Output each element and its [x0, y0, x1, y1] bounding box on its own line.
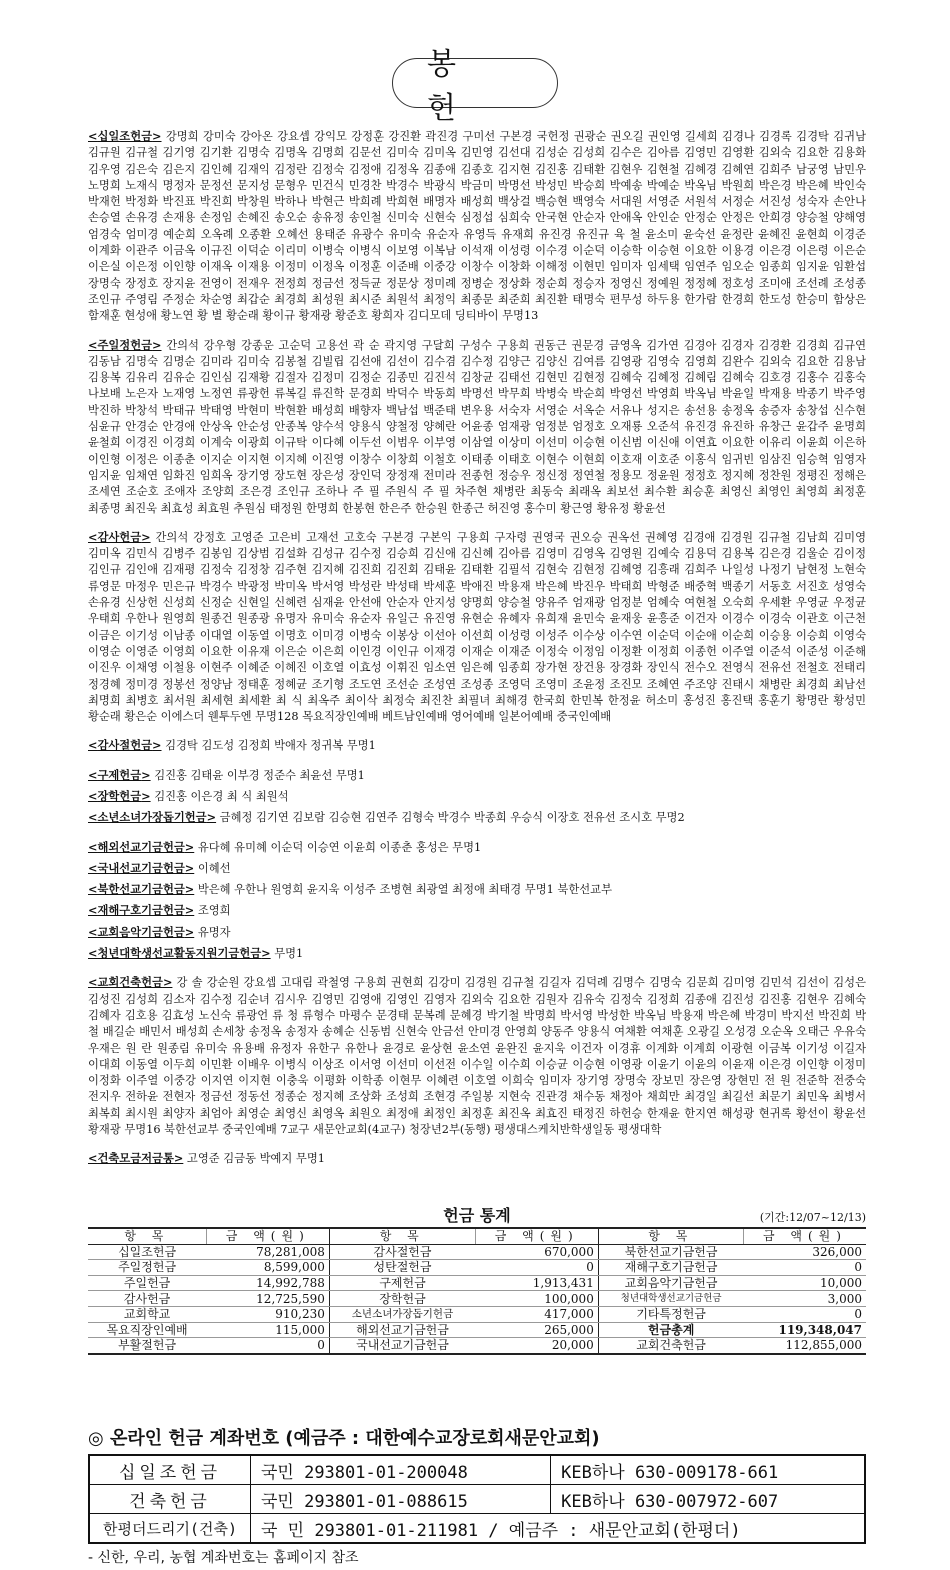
item-name: 소년소녀가장돕기헌금 [329, 1306, 475, 1322]
stats-row [88, 1275, 866, 1291]
offering-list [88, 128, 866, 1180]
stats-row [88, 1338, 866, 1354]
section-relief [88, 767, 866, 784]
section-names: 김진홍 김태윤 이부경 정준수 최윤선 무명1 [154, 768, 365, 782]
header-cell: 항 목 [88, 1228, 206, 1244]
item-amount: 0 [475, 1260, 598, 1276]
section-label: < 재해구호기금헌금 > [88, 903, 194, 917]
header-cell: 금 액(원) [475, 1228, 598, 1244]
item-name: 교회학교 [88, 1306, 206, 1322]
section-young-adult-mission [88, 945, 866, 962]
section-label: < 교회건축헌금 > [88, 975, 172, 989]
item-amount: 112,855,000 [743, 1338, 866, 1354]
item-name: 청년대학생선교기금헌금 [598, 1291, 743, 1307]
account-row [89, 1455, 865, 1485]
section-label: < 주일정헌금 > [88, 338, 162, 352]
item-name: 구제헌금 [329, 1275, 475, 1291]
stats-header-row [88, 1228, 866, 1244]
account-number: 국민 293801-01-200048 [251, 1455, 551, 1485]
page-title: 봉 헌 [392, 58, 558, 108]
section-names: 유다혜 유미혜 이순덕 이승연 이윤희 이종춘 홍성은 무명1 [197, 840, 482, 854]
total-label: 헌금총계 [598, 1322, 743, 1338]
stats-row [88, 1322, 866, 1338]
item-amount: 8,599,000 [206, 1260, 329, 1276]
account-label: 십일조헌금 [89, 1455, 251, 1485]
section-label: < 감사절헌금 > [88, 738, 162, 752]
offering-statistics [88, 1205, 866, 1355]
section-disaster-relief [88, 902, 866, 919]
stats-row [88, 1306, 866, 1322]
item-name: 재해구호기금헌금 [598, 1260, 743, 1276]
item-name: 기타특정헌금 [598, 1306, 743, 1322]
item-amount: 0 [206, 1338, 329, 1354]
section-names: 박은혜 우한나 원영희 윤지욱 이성주 조병현 최광열 최정애 최태경 무명1 북한선교부 [197, 883, 612, 897]
item-name: 교회건축헌금 [598, 1338, 743, 1354]
header-cell: 금 액(원) [743, 1228, 866, 1244]
header-cell: 금 액(원) [206, 1228, 329, 1244]
account-label: 한평더드리기(건축) [89, 1514, 251, 1544]
section-names: 무명1 [274, 947, 304, 961]
item-amount: 910,230 [206, 1306, 329, 1322]
item-name: 부활절헌금 [88, 1338, 206, 1354]
section-label: < 감사헌금 > [88, 530, 151, 544]
stats-row [88, 1260, 866, 1276]
item-name: 주일정헌금 [88, 1260, 206, 1276]
section-thanksgiving-day [88, 737, 866, 754]
item-amount: 20,000 [475, 1338, 598, 1354]
account-number: KEB하나 630-009178-661 [551, 1455, 865, 1485]
item-amount: 3,000 [743, 1291, 866, 1307]
stats-table [88, 1227, 866, 1355]
section-building [88, 974, 866, 1138]
header-cell: 항 목 [329, 1228, 475, 1244]
item-name: 목요직장인예배 [88, 1322, 206, 1338]
section-label: < 해외선교기금헌금 > [88, 840, 194, 854]
item-name: 교회음악기금헌금 [598, 1275, 743, 1291]
account-number: 국 민 293801-01-211981 / 예금주 : 새문안교회(한평더) [251, 1514, 866, 1544]
account-title: ◎ 온라인 헌금 계좌번호 (예금주 : 대한예수교장로회새문안교회) [88, 1428, 600, 1449]
section-names: 김경탁 김도성 김정희 박애자 정귀복 무명1 [165, 739, 376, 753]
item-amount: 14,992,788 [206, 1275, 329, 1291]
section-label: < 십일조헌금 > [88, 129, 162, 143]
item-name: 성탄절헌금 [329, 1260, 475, 1276]
item-name: 감사헌금 [88, 1291, 206, 1307]
item-amount: 78,281,008 [206, 1244, 329, 1260]
item-name: 감사절헌금 [329, 1244, 475, 1260]
section-names: 강 솔 강순원 강요셉 고대림 곽철영 구용희 권현희 김강미 김경원 김규철 김길자 김덕례 김명수 김명숙 김문희 김미영 김민석 김선이 김성은 김성진 김성희 김소자 김수정 김순녀 김시우 김영민 김영애 김영인 김영자 김외숙 김요한 김원자 김유숙 김정숙 김정희 김종애 김진성 김진홍 김현우 김혜숙 김혜자 김호용 김효성 노신숙 류광언 류 청 류형수 마평수 문경태 문복례 문혜경 박기철 박명희 박서영 박성한 박옥님 박용재 박은혜 박경미 박지선 박진희 박 철 배길순 배민서 배성희 손세창 송정옥 송정자 송혜순 신동범 신현숙 안금선 안미경 안영희 양동주 양용식 여채환 여채훈 오광길 오성경 오순옥 오태근 우유숙 우재은 원 란 원종림 유미숙 유용배 유정자 유한구 유한나 윤경로 윤상현 윤소연 윤완진 윤지욱 이건자 이경휴 이계화 이계희 이광현 이금복 이기성 이길자 이대희 이동열 이두희 이민환 이배우 이병식 이상조 이서영 이선미 이선전 이수일 이수희 이승균 이승현 이영광 이윤기 이윤의 이윤재 이은경 이인향 이정미 이정화 이주열 이중강 이지연 이지현 이충욱 이평화 이학종 이현무 이혜련 이호열 이희숙 임미자 장기영 장명숙 장보민 장은영 장현민 전 원 전준학 전중숙 전지우 전하윤 전현자 정금선 정동선 정종순 정지혜 조상화 조성희 조현경 주일봉 지현숙 진관경 채수동 채정아 채희만 최경일 최길선 최문기 최민옥 최병서 최복희 최시원 최양자 최엄아 최영순 최영신 최영옥 최원오 최정애 최정인 최정훈 최진옥 최효진 태정진 하헌승 한재윤 한지연 해성광 현귀록 황선이 황윤선 황재광 무명16 북한선교부 중국인예배 7교구 새문안교회(4교구) 청장년2부(동행) 평생대스케치반학생일동 평생대학 [88, 976, 866, 1137]
item-amount: 670,000 [475, 1244, 598, 1260]
section-youth-support [88, 809, 866, 826]
section-names: 조영희 [197, 904, 231, 918]
section-label: < 국내선교기금헌금 > [88, 861, 194, 875]
section-label: < 청년대학생선교활동지원기금헌금 > [88, 946, 271, 960]
section-sunday-regular [88, 337, 866, 517]
stats-period: (기간:12/07~12/13) [759, 1211, 866, 1224]
item-name: 북한선교기금헌금 [598, 1244, 743, 1260]
account-table [88, 1454, 866, 1544]
item-amount: 1,913,431 [475, 1275, 598, 1291]
item-amount: 115,000 [206, 1322, 329, 1338]
section-scholarship [88, 788, 866, 805]
item-amount: 265,000 [475, 1322, 598, 1338]
account-label: 건축헌금 [89, 1485, 251, 1514]
item-name: 장학헌금 [329, 1291, 475, 1307]
section-label: < 건축모금저금통 > [88, 1151, 183, 1165]
item-amount: 100,000 [475, 1291, 598, 1307]
account-note: - 신한, 우리, 농협 계좌번호는 홈페이지 참조 [88, 1550, 359, 1566]
stats-title: 헌금 통계 [443, 1206, 511, 1225]
item-name: 십일조헌금 [88, 1244, 206, 1260]
section-label: < 교회음악기금헌금 > [88, 925, 194, 939]
section-names: 김진홍 이은경 최 식 최원석 [154, 789, 289, 803]
section-names: 강명희 강미숙 강아온 강요셉 강익모 강정훈 강진환 곽진경 구미선 구본경 국헌정 권광순 권오길 권인영 길세희 김경나 김경록 김경탁 김귀남 김규원 김규철 김기영 김기환 김명숙 김명옥 김명희 김문선 김미숙 김미옥 김민영 김선대 김성순 김성희 김수은 김아름 김영민 김영환 김외숙 김요한 김용화 김우영 김은숙 김은지 김인혜 김재익 김정란 김정숙 김정애 김정옥 김종애 김종호 김지현 김진홍 김태환 김현우 김현철 김혜경 김혜연 김희주 남궁영 남민우 노명희 노재식 명정자 문정선 문지성 문형우 민건식 민경찬 박경수 박광식 박금미 박명선 박성민 박승희 박예송 박예순 박옥님 박원희 박은경 박은혜 박인숙 박재헌 박정화 박진표 박진희 박창원 박하나 박현근 박희례 박희현 배명자 배성희 백상걸 백승현 백영숙 서대원 서영준 서원석 서정순 서진성 성숙자 손안나 손승열 손유경 손재용 손정임 손혜진 송오순 송유정 송인철 신미숙 신현숙 심정섭 심희숙 안국현 안순자 안애옥 안인순 안정순 안정은 안희경 양승철 양해영 엄경숙 엄미경 예순희 오옥례 오종환 오혜선 용태준 유광수 유미숙 유순자 유영득 유재희 유진경 유진규 육 철 윤소미 윤숙선 윤정란 윤혜진 윤현희 이경준 이계화 이관주 이금옥 이규진 이덕순 이리미 이병숙 이병식 이보영 이복남 이석재 이성령 이수경 이순덕 이승학 이승현 이요한 이용경 이은경 이은령 이은순 이은실 이은정 이인향 이재옥 이재용 이정미 이정옥 이정훈 이준배 이중강 이창수 이창화 이해정 이현민 임미자 임세택 임연주 임오순 임종희 임지윤 임환섭 장명숙 장정호 장지윤 전영이 전재우 전정희 정금선 정득균 정문상 정미례 정병순 정상화 정순희 정승자 정영신 정예원 정정혜 정호성 조미애 조선례 조성종 조인규 주영림 주정순 차순영 최갑순 최경희 최성원 최시준 최원석 최정익 최종문 최준희 최진환 태명숙 편무성 하두용 한가람 한경희 한도성 한승미 함상은 함재훈 현성애 황노연 황 별 황순래 황이규 황재광 황준호 황희자 김디모데 딩티바이 무명13 [88, 130, 867, 323]
section-tithe [88, 128, 866, 325]
section-thanksgiving [88, 529, 866, 726]
item-amount: 0 [743, 1306, 866, 1322]
section-label: < 장학헌금 > [88, 789, 151, 803]
stats-row [88, 1244, 866, 1260]
section-names: 금혜정 김기연 김보람 김승현 김연주 김형숙 박경수 박종희 우승식 이장호 전유선 조시호 무명2 [219, 811, 685, 825]
total-amount: 119,348,047 [743, 1322, 866, 1338]
item-name: 주일헌금 [88, 1275, 206, 1291]
account-number: KEB하나 630-007972-607 [551, 1485, 865, 1514]
account-row [89, 1514, 865, 1544]
item-amount: 326,000 [743, 1244, 866, 1260]
stats-row [88, 1291, 866, 1307]
section-label: < 소년소녀가장돕기헌금 > [88, 810, 216, 824]
section-names: 간의석 강우형 강종운 고순덕 고용선 곽 순 곽지영 구달희 구성수 구용희 권동근 권문경 금영옥 김가연 김경아 김경자 김경환 김경희 김규연 김동남 김명숙 김명순 김미라 김미숙 김봉철 김빌립 김선애 김선이 김수겸 김수정 김양근 김양신 김여름 김영광 김영숙 김영희 김완수 김외숙 김요한 김용남 김용복 김유리 김유순 김인심 김재황 김절자 김정미 김정순 김종민 김진석 김창균 김태선 김현민 김현정 김혜숙 김혜정 김혜림 김혜숙 김호경 김홍수 김홍숙 나보배 노은자 노재영 노정연 류광헌 류복길 류진학 문경희 박덕수 박동희 박명선 박무희 박병숙 박순희 박영선 박영희 박옥님 박윤일 박재용 박종기 박주영 박진하 박창석 박태규 박태영 박현미 박현환 배성희 배향자 백남섭 백준태 변우용 서숙자 서영순 서옥순 서유나 성지은 송선용 송정옥 송증자 송창섭 신수현 심윤규 안경순 안경애 안상옥 안순성 안종복 양수석 양용식 양철정 양혜란 어윤종 엄재광 엄정분 엄정호 오재룡 오준석 유진경 유진하 유창근 윤갑주 윤명희 윤철희 이경진 이경희 이계숙 이광희 이규탁 이다혜 이두선 이범우 이부영 이삼열 이상미 이선미 이승현 이신범 이신애 이연효 이요한 이유리 이윤희 이은하 이인형 이정은 이종춘 이지순 이지현 이지혜 이진영 이창수 이창희 이철호 이태종 이태호 이현수 이현희 이호재 이호준 이홍식 임귀빈 임삼진 임승혁 임영자 임지윤 임채연 임화진 임희옥 장기영 장도현 장은성 장인덕 장정재 전미라 전종헌 정승우 정신정 정연철 정용모 정윤원 정정호 정지혜 정찬원 정평진 정해은 조세연 조순호 조애자 조양희 조은경 조인규 조하나 주 필 주원식 주 필 차주현 채병란 최동숙 최래옥 최보선 최수환 최승훈 최영신 최영인 최영희 최정훈 최종명 최진욱 최효성 최효원 추원심 태정원 한명희 한봉현 한은주 한승원 한종근 허진영 홍수미 황근영 황유정 황윤선 [88, 338, 866, 515]
section-names: 간의석 강정호 고영준 고은비 고재선 고호숙 구본경 구본익 구용희 구자령 권영국 권오승 권옥선 권혜영 김경애 김경원 김규철 김남희 김미영 김미옥 김민식 김병주 김봉임 김상범 김설화 김성규 김수정 김승희 김신애 김신혜 김아름 김영미 김영옥 김영원 김예숙 김용덕 김용복 김은경 김울순 김이정 김인규 김인애 김재평 김정숙 김정창 김주현 김지혜 김진희 김진회 김태윤 김태환 김필석 김현숙 김현정 김혜영 김흥래 김희주 나일성 나정기 남현정 노현숙 류영문 마정우 민은규 박경수 박광정 박미옥 박서영 박성란 박성태 박세훈 박애진 박용재 박은혜 박진우 박태희 박형준 배중혁 백종기 서동호 서진호 성영숙 손유경 신상헌 신성희 신정순 신현일 신혜련 심재윤 안선애 안순자 안지성 양명희 양승철 양유주 엄재광 엄정분 엄혜숙 여현철 오숙희 우세환 우영균 우정균 우태희 우한나 원영희 원종건 원종광 유명자 유미숙 유순자 유일근 유진영 유현순 유혜자 유희재 윤민숙 윤재웅 윤흥준 이건자 이경수 이경숙 이관호 이근천 이금은 이기성 이남종 이대열 이동열 이명호 이미경 이병숙 이봉상 이선아 이선희 이성령 이성주 이수상 이수연 이순덕 이순애 이순희 이승용 이승희 이영숙 이영순 이영준 이영희 이요한 이유재 이은순 이은희 이인경 이인규 이재경 이재순 이재준 이정숙 이정임 이정환 이정희 이종헌 이주열 이준석 이준성 이준해 이진우 이채영 이철용 이현주 이혜준 이혜진 이호열 이효성 이휘진 임소연 임은혜 임종희 장가현 장건용 장경화 장인식 전수오 전영식 전유선 전철호 전태리 정경혜 정미경 정봉선 정양남 정태훈 정혜균 조기형 조도연 조선순 조성연 조성종 조영덕 조영미 조윤정 조진모 조혜연 주조양 진태시 채병란 최경희 최남선 최명희 최병호 최서원 최세현 최세환 최 식 최옥주 최이삭 최정숙 최진찬 최필녀 최해경 한국희 한민복 한정윤 허소미 홍성진 홍진택 홍훈기 황명란 황성민 황순래 황은순 이에스더 웬투두엔 무명128 목요직장인예배 베트남인예배 영어예배 일본어예배 중국인예배 [88, 530, 867, 724]
section-names: 고영준 김금동 박예지 무명1 [186, 1152, 325, 1166]
section-building-piggybank [88, 1150, 866, 1167]
header-cell: 항 목 [598, 1228, 743, 1244]
section-overseas-mission [88, 839, 866, 856]
section-domestic-mission [88, 860, 866, 877]
account-number: 국민 293801-01-088615 [251, 1485, 551, 1514]
section-church-music [88, 924, 866, 941]
section-label: < 북한선교기금헌금 > [88, 882, 194, 896]
section-label: < 구제헌금 > [88, 768, 151, 782]
item-amount: 10,000 [743, 1275, 866, 1291]
item-amount: 12,725,590 [206, 1291, 329, 1307]
section-names: 유명자 [197, 925, 231, 939]
item-amount: 0 [743, 1260, 866, 1276]
account-row [89, 1485, 865, 1514]
item-name: 해외선교기금헌금 [329, 1322, 475, 1338]
item-amount: 417,000 [475, 1306, 598, 1322]
section-names: 이혜선 [197, 861, 231, 875]
section-north-korea-mission [88, 881, 866, 898]
item-name: 국내선교기금헌금 [329, 1338, 475, 1354]
